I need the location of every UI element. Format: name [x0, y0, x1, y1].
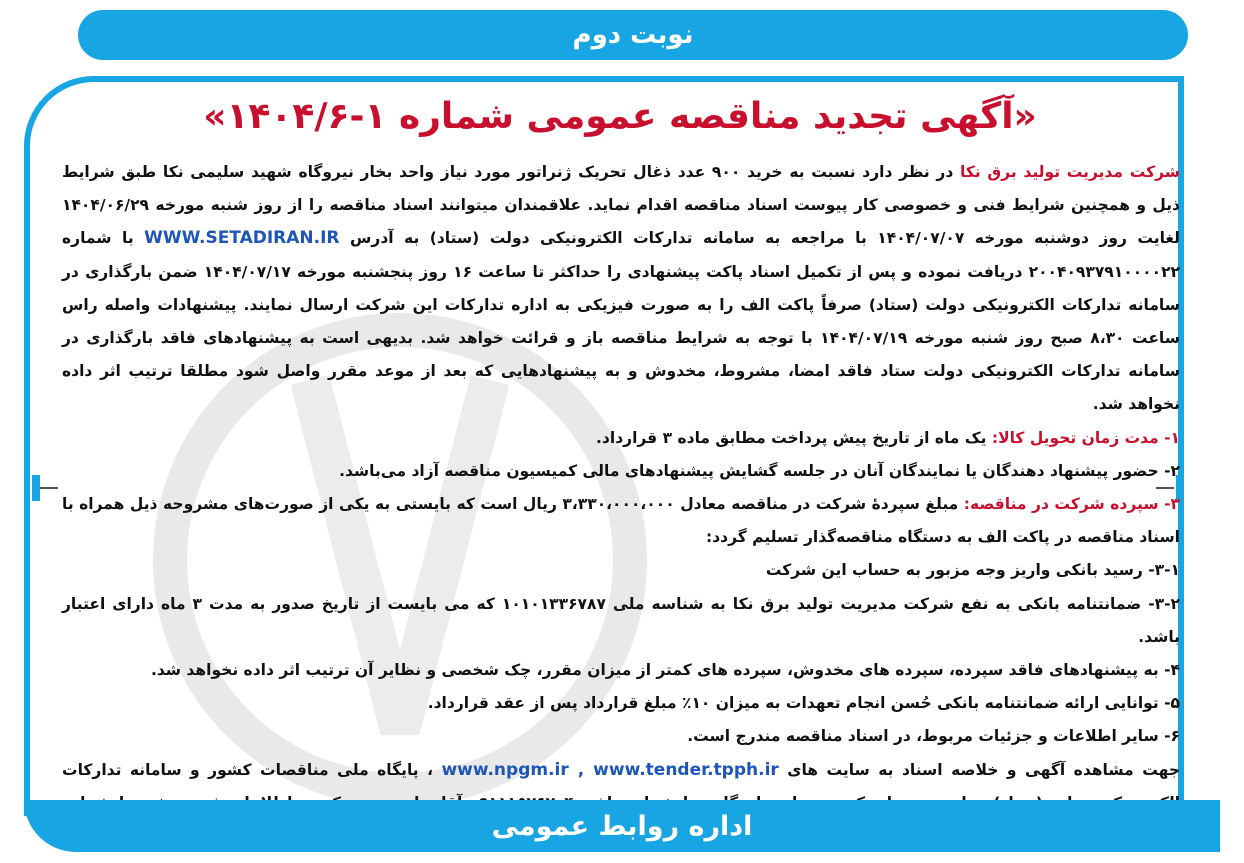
- footer-text-2: ، پایگاه ملی مناقصات کشور و سامانه تدارکات: [62, 760, 433, 779]
- item-4: ۴- به پیشنهادهای فاقد سپرده، سپرده های مخدوش، سپرده های کمتر از میزان مقرر، چک شخصی و نظایر آن ترتیب اثر داده نخواهد شد.: [150, 661, 1180, 680]
- intro-text-1: در نظر دارد نسبت به خرید ۹۰۰ عدد ذغال تحریک ژنراتور مورد نیاز واحد بخار نیروگاه شهید سلیمی نکا طبق شرایط ذیل و همچنین شرایط فنی و خصوصی کار پیوست اسناد مناقصه اقدام نماید. علاقمندان میتوانند اسناد مناقصه را از روز شنبه مورخه ۱۴۰۴/۰۶/۲۹ لغایت روز دوشنبه مورخه ۱۴۰۴/۰۷/۰۷ با مراجعه به سامانه تدارکات الکترونیکی دولت (ستاد) به آدرس: [62, 163, 1180, 248]
- setad-link[interactable]: WWW.SETADIRAN.IR: [144, 228, 340, 249]
- signature-text: اداره روابط عمومی: [491, 810, 753, 842]
- item-5: ۵- توانایی ارائه ضمانتنامه بانکی حُسن انجام تعهدات به میزان ۱۰٪ مبلغ قرارداد پس از عقد قرارداد.: [427, 694, 1180, 713]
- item-3-text: مبلغ سپردهٔ شرکت در مناقصه معادل ۳،۳۳۰،۰۰۰،۰۰۰ ریال است که بایستی به یکی از صورت‌های مشروحه ذیل همراه با اسناد مناقصه در پاکت الف به دستگاه مناقصه‌گذار تسلیم گردد:: [62, 495, 1180, 547]
- item-3-label: ۳- سپرده شرکت در مناقصه:: [963, 495, 1180, 514]
- left-edge-mark: [32, 475, 40, 501]
- left-edge-tick: [40, 487, 58, 489]
- company-name: شرکت مدیریت تولید برق نکا: [960, 163, 1180, 181]
- notice-title: «آگهی تجدید مناقصه عمومی شماره ۱-۱۴۰۴/۶»: [203, 96, 1037, 137]
- signature-bar: [24, 800, 1220, 852]
- notice-body: [62, 156, 1180, 853]
- header-badge-text: نوبت دوم: [572, 20, 694, 50]
- item-3: [62, 488, 1180, 554]
- item-1-text: یک ماه از تاریخ پیش پرداخت مطابق ماده ۳ قرارداد.: [596, 428, 992, 447]
- item-3-2: ۳-۲- ضمانتنامه بانکی به نفع شرکت مدیریت تولید برق نکا به شناسه ملی ۱۰۱۰۱۳۳۶۷۸۷ که می بایست از تاریخ صدور به مدت ۳ ماه دارای اعتبار باشد.: [62, 594, 1180, 646]
- header-badge: [78, 10, 1188, 60]
- item-1: [62, 422, 1180, 455]
- item-6: ۶- سایر اطلاعات و جزئیات مربوط، در اسناد مناقصه مندرج است.: [687, 727, 1180, 746]
- item-2: ۲- حضور پیشنهاد دهندگان یا نمایندگان آنان در جلسه گشایش پیشنهادهای مالی کمیسیون مناقصه آزاد می‌باشد.: [339, 461, 1180, 480]
- tender-links[interactable]: www.npgm.ir , www.tender.tpph.ir: [441, 759, 779, 780]
- intro-text-2: با شماره ۲۰۰۴۰۹۳۷۹۱۰۰۰۰۲۲ دریافت نموده و پس از تکمیل اسناد پاکت پیشنهادی را حداکثر تا ساعت ۱۶ روز پنجشنبه مورخه ۱۴۰۴/۰۷/۱۷ ضمن بارگذاری در سامانه تدارکات الکترونیکی دولت (ستاد) صرفاً پاکت الف را به صورت فیزیکی به اداره تدارکات این شرکت ارسال نمایند. پیشنهادات واصله راس ساعت ۸،۳۰ صبح روز شنبه مورخه ۱۴۰۴/۰۷/۱۹ با توجه به شرایط مناقصه باز و قرائت خواهد شد. بدیهی است به پیشنهادهای فاقد بارگذاری در سامانه تدارکات الکترونیکی دولت ستاد فاقد امضا، مشروط، مخدوش و به پیشنهادهایی که بعد از موعد مقرر واصل شود مطلقا ترتیب اثر داده نخواهد شد.: [62, 229, 1180, 414]
- intro-paragraph: [62, 156, 1180, 422]
- footer-text-1: جهت مشاهده آگهی و خلاصه اسناد به سایت های: [778, 760, 1180, 779]
- item-3-1: ۳-۱- رسید بانکی واریز وجه مزبور به حساب این شرکت: [765, 561, 1180, 580]
- item-1-label: ۱- مدت زمان تحویل کالا:: [991, 428, 1180, 447]
